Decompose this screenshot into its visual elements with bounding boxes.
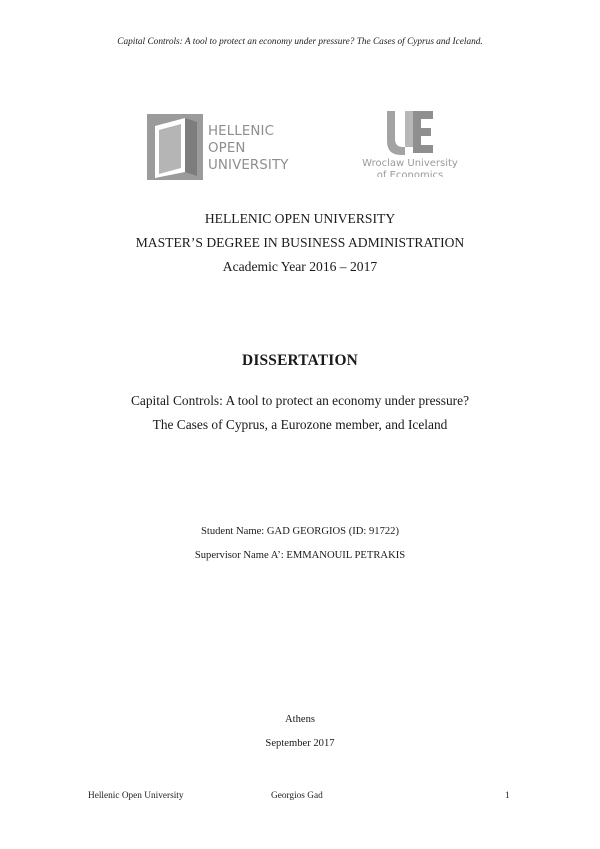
ue-logo-line: Wroclaw University [362,158,458,169]
wroclaw-university-logo [355,106,465,182]
ue-logo-wordmark [355,158,465,177]
thesis-title-line: The Cases of Cyprus, a Eurozone member, and Iceland [152,417,448,432]
thesis-title [0,389,600,437]
submission-date: September 2017 [265,738,335,749]
academic-year: Academic Year 2016 – 2017 [222,259,378,274]
hou-logo-wordmark [208,123,289,174]
supervisor-name: Supervisor Name A’: EMMANOUIL PETRAKIS [194,550,406,561]
student-name: Student Name: GAD GEORGIOS (ID: 91722) [200,526,400,537]
page-number: 1 [505,791,510,801]
hellenic-open-university-logo-icon [145,114,205,180]
footer-university: Hellenic Open University [88,791,184,801]
hou-logo-line: HELLENIC [208,124,275,139]
ue-logo-icon [385,109,435,155]
place-date-block [0,708,600,756]
degree-program: MASTER’S DEGREE IN BUSINESS ADMINISTRATION [135,235,465,250]
people-block [0,520,600,568]
ue-logo-line-clipped: of Economics [376,170,444,177]
city: Athens [284,714,315,725]
hou-logo-line: UNIVERSITY [208,158,289,173]
logo-row [0,106,600,186]
institution-block [0,207,600,279]
thesis-title-line: Capital Controls: A tool to protect an economy under pressure? [130,393,470,408]
hellenic-open-university-logo [145,112,305,182]
dissertation-label: DISSERTATION [242,352,358,369]
running-header: Capital Controls: A tool to protect an economy under pressure? The Cases of Cyprus and Iceland. [117,37,483,47]
university-name: HELLENIC OPEN UNIVERSITY [204,211,396,226]
hou-logo-line: OPEN [208,141,246,156]
footer-author: Georgios Gad [271,791,323,801]
